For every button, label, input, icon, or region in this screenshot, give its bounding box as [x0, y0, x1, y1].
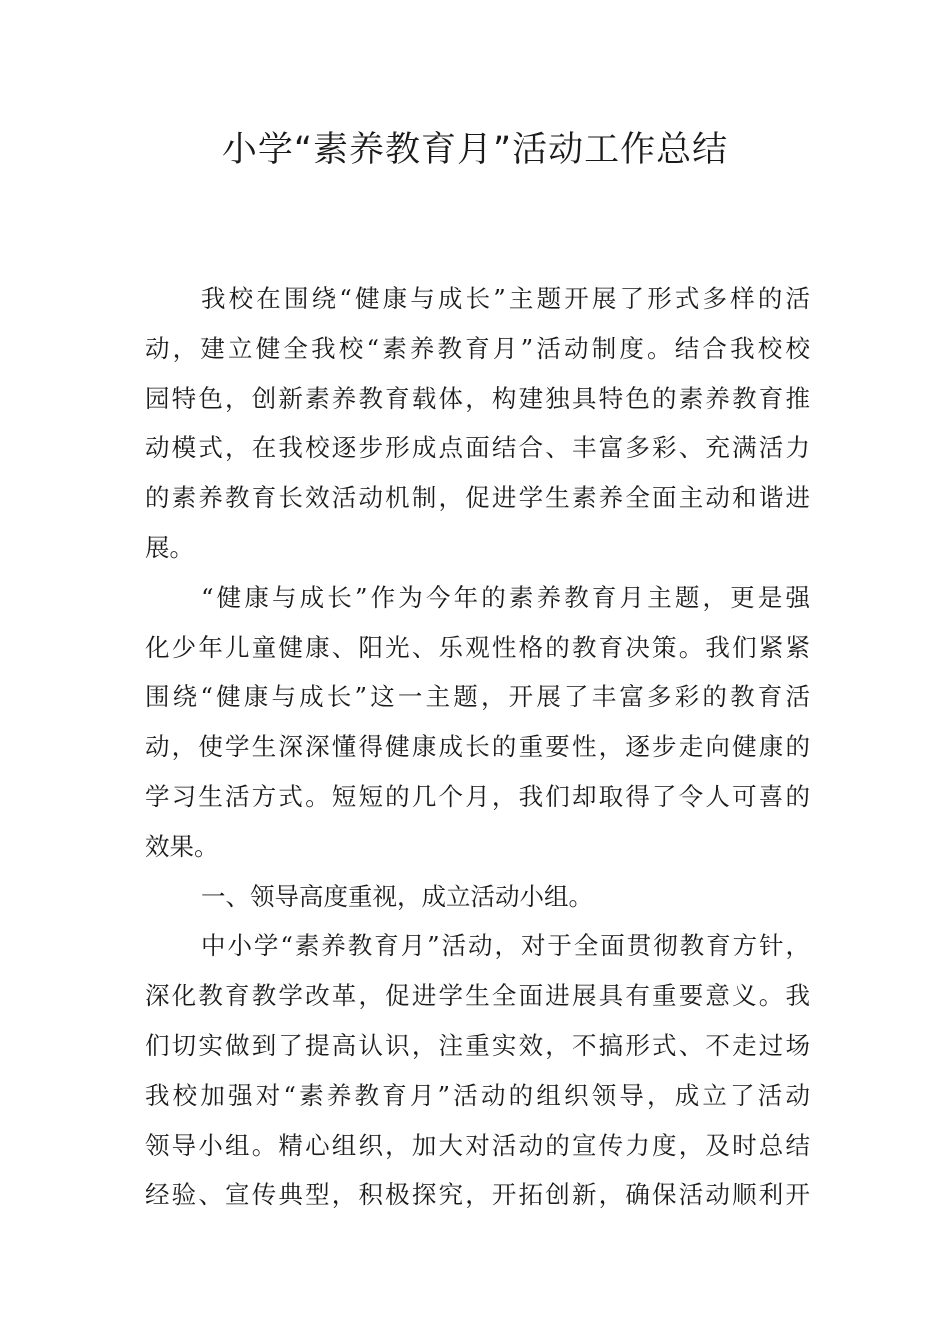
text-line: 经验、宣传典型，积极探究，开拓创新，确保活动顺利开 [145, 1180, 810, 1210]
text-line: 我校加强对“素养教育月”活动的组织领导，成立了活动 [145, 1080, 810, 1110]
text-line: 我校在围绕“健康与成长”主题开展了形式多样的活 [201, 284, 810, 313]
document-body [145, 274, 810, 1220]
paragraph-3 [145, 921, 810, 1220]
text-line: 学习生活方式。短短的几个月，我们却取得了令人可喜的 [145, 781, 810, 811]
text-line: 们切实做到了提高认识，注重实效，不搞形式、不走过场 [145, 1030, 810, 1060]
text-line: 动，使学生深深懂得健康成长的重要性，逐步走向健康的 [145, 732, 810, 762]
text-line: 中小学“素养教育月”活动，对于全面贯彻教育方针， [201, 931, 810, 961]
text-line: 展。 [145, 532, 194, 562]
text-line: 围绕“健康与成长”这一主题，开展了丰富多彩的教育活 [145, 682, 810, 712]
text-line: 的素养教育长效活动机制，促进学生素养全面主动和谐进 [145, 483, 810, 513]
text-line: 深化教育教学改革，促进学生全面进展具有重要意义。我 [145, 981, 810, 1011]
text-line: 动，建立健全我校“素养教育月”活动制度。结合我校校 [145, 333, 810, 363]
text-line: 动模式，在我校逐步形成点面结合、丰富多彩、充满活力 [145, 433, 810, 463]
text-line: 化少年儿童健康、阳光、乐观性格的教育决策。我们紧紧 [145, 632, 810, 662]
paragraph-2 [145, 573, 810, 872]
text-line: 园特色，创新素养教育载体，构建独具特色的素养教育推 [145, 383, 810, 413]
section-heading-text: 一、领导高度重视，成立活动小组。 [201, 881, 593, 911]
section-heading-1 [145, 872, 810, 922]
text-line: 效果。 [145, 831, 219, 861]
text-line: “健康与成长”作为今年的素养教育月主题，更是强 [201, 582, 810, 612]
paragraph-1 [145, 274, 810, 573]
document-title: 小学“素养教育月”活动工作总结 [221, 130, 729, 170]
text-line: 领导小组。精心组织，加大对活动的宣传力度，及时总结 [145, 1130, 810, 1160]
